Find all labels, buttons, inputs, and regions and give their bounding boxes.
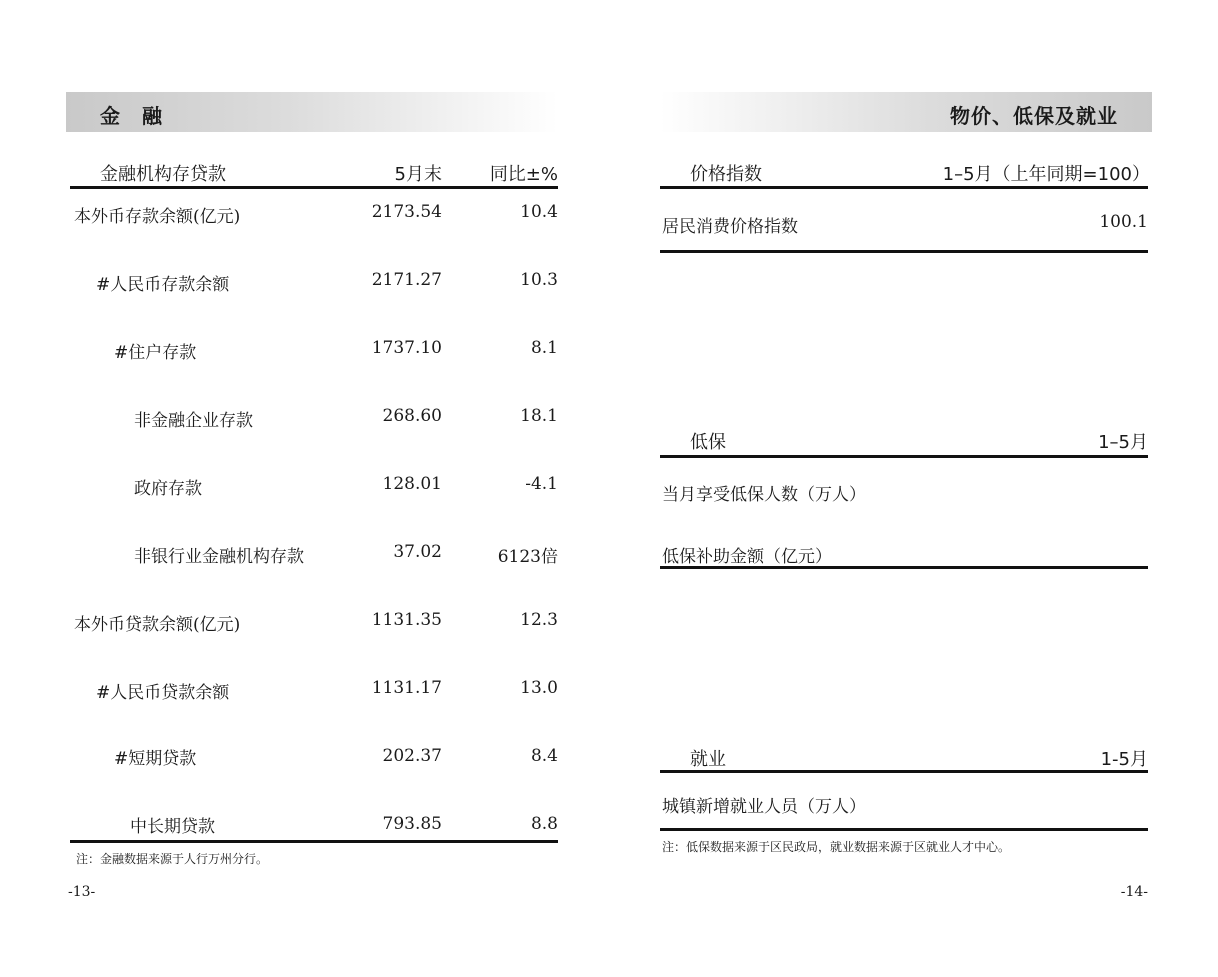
finance-row-value-yoy: 10.4 [520, 202, 558, 222]
employment-table-header-label: 就业 [690, 749, 726, 770]
finance-row-label: 政府存款 [134, 479, 202, 499]
finance-table-header-col1: 5月末 [394, 164, 442, 185]
finance-row-value-yoy: 12.3 [520, 610, 558, 630]
finance-note: 注：金融数据来源于人行万州分行。 [76, 852, 269, 866]
finance-row-value-yoy: 6123倍 [497, 547, 558, 567]
finance-row-value-may: 2171.27 [371, 270, 442, 290]
finance-table-top-rule [70, 186, 558, 189]
finance-row-label: #短期贷款 [114, 749, 197, 769]
price-table-top-rule [660, 186, 1148, 189]
page-number-left: -13- [68, 884, 96, 900]
welfare-row-label: 低保补助金额（亿元） [662, 547, 832, 567]
page-number-right: -14- [1120, 884, 1148, 900]
price-row-value: 100.1 [1099, 212, 1148, 232]
welfare-table-bottom-rule [660, 566, 1148, 569]
price-welfare-employment-section-title: 物价、低保及就业 [950, 104, 1118, 128]
finance-table-header-label: 金融机构存贷款 [100, 164, 226, 185]
finance-section-title: 金 融 [100, 104, 163, 128]
price-table-header-period: 1–5月（上年同期=100） [942, 164, 1150, 185]
welfare-table-header-label: 低保 [690, 432, 726, 453]
finance-row-label: #人民币贷款余额 [96, 683, 230, 703]
finance-row-value-may: 37.02 [393, 542, 442, 562]
finance-row-value-yoy: 10.3 [520, 270, 558, 290]
price-table-bottom-rule [660, 250, 1148, 253]
right-page-note: 注：低保数据来源于区民政局，就业数据来源于区就业人才中心。 [662, 840, 1011, 854]
finance-row-label: #住户存款 [114, 343, 197, 363]
finance-row-value-yoy: -4.1 [525, 474, 558, 494]
finance-row-label: #人民币存款余额 [96, 275, 230, 295]
finance-row-label: 非银行业金融机构存款 [134, 547, 304, 567]
finance-row-value-may: 1131.17 [371, 678, 442, 698]
finance-row-value-may: 128.01 [382, 474, 442, 494]
employment-row-label: 城镇新增就业人员（万人） [662, 797, 866, 817]
finance-row-value-yoy: 8.1 [530, 338, 558, 358]
finance-row-value-yoy: 8.8 [530, 814, 558, 834]
employment-table-header-period: 1-5月 [1100, 749, 1148, 770]
welfare-row-label: 当月享受低保人数（万人） [662, 485, 866, 505]
employment-table-top-rule [660, 770, 1148, 773]
finance-row-value-yoy: 18.1 [520, 406, 558, 426]
finance-row-label: 中长期贷款 [130, 817, 215, 837]
finance-row-value-yoy: 13.0 [520, 678, 558, 698]
finance-row-value-may: 202.37 [382, 746, 442, 766]
finance-row-label: 本外币存款余额(亿元) [74, 207, 241, 227]
finance-row-value-may: 2173.54 [371, 202, 442, 222]
finance-row-value-may: 793.85 [382, 814, 442, 834]
finance-row-value-yoy: 8.4 [530, 746, 558, 766]
finance-row-value-may: 1131.35 [371, 610, 442, 630]
finance-table-bottom-rule [70, 840, 558, 843]
finance-row-value-may: 1737.10 [371, 338, 442, 358]
price-row-label: 居民消费价格指数 [662, 217, 798, 237]
welfare-table-top-rule [660, 455, 1148, 458]
finance-row-value-may: 268.60 [382, 406, 442, 426]
finance-row-label: 本外币贷款余额(亿元) [74, 615, 241, 635]
price-table-header-label: 价格指数 [690, 164, 762, 185]
employment-table-bottom-rule [660, 828, 1148, 831]
finance-table-header-col2: 同比±% [489, 164, 558, 185]
finance-row-label: 非金融企业存款 [134, 411, 253, 431]
welfare-table-header-period: 1–5月 [1098, 432, 1148, 453]
